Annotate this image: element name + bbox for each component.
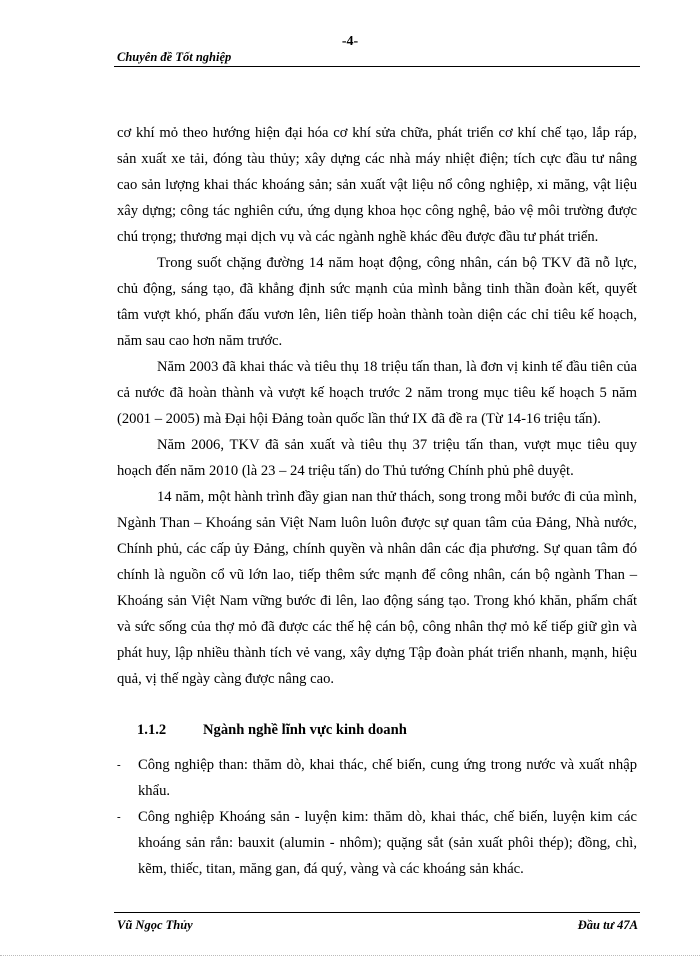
footer-rule xyxy=(114,912,640,913)
bullet-dash-icon: - xyxy=(117,811,121,823)
list-item xyxy=(117,752,637,804)
footer-author: Vũ Ngọc Thủy xyxy=(117,918,193,932)
bullet-dash-icon: - xyxy=(117,759,121,771)
list-item-text: Công nghiệp than: thăm dò, khai thác, chế biến, cung ứng trong nước và xuất nhập khẩu. xyxy=(138,757,637,799)
header-title: Chuyên đề Tốt nghiệp xyxy=(117,50,232,64)
footer-class: Đầu tư 47A xyxy=(577,918,638,932)
paragraph: Năm 2003 đã khai thác và tiêu thụ 18 triệu tấn than, là đơn vị kinh tế đầu tiên của cả nước đã hoàn thành và vượt kế hoạch trước 2 năm trong mục tiêu kế hoạch 5 năm (2001 – 2005) mà Đại hội Đảng toàn quốc lần thứ IX đã đề ra (Từ 14-16 triệu tấn). xyxy=(117,359,637,427)
header-rule xyxy=(114,66,640,67)
page-bottom-border xyxy=(0,955,700,956)
section-title: Ngành nghề lĩnh vực kinh doanh xyxy=(203,722,407,738)
paragraph: Năm 2006, TKV đã sản xuất và tiêu thụ 37 triệu tấn than, vượt mục tiêu quy hoạch đến năm 2010 (là 23 – 24 triệu tấn) do Thủ tướng Chính phủ phê duyệt. xyxy=(117,437,637,479)
section-number: 1.1.2 xyxy=(137,722,167,738)
page-number: -4- xyxy=(341,34,359,49)
list-item xyxy=(117,804,637,882)
list-item-text: Công nghiệp Khoáng sản - luyện kim: thăm dò, khai thác, chế biến, luyện kim các khoáng sản rắn: bauxit (alumin - nhôm); quặng sắt (sản xuất phôi thép); đồng, chì, kẽm, thiếc, titan, măng gan, đá quý, vàng và các khoáng sản khác. xyxy=(138,809,637,877)
bullet-list xyxy=(117,752,637,882)
paragraph-continuation: cơ khí mỏ theo hướng hiện đại hóa cơ khí sửa chữa, phát triển cơ khí chế tạo, lắp ráp, sản xuất xe tải, đóng tàu thủy; xây dựng các nhà máy nhiệt điện; tích cực đầu tư nâng cao sản lượng khai thác khoáng sản; sản xuất vật liệu nổ công nghiệp, xi măng, vật liệu xây dựng; công tác nghiên cứu, ứng dụng khoa học công nghệ, bảo vệ môi trường được chú trọng; thương mại dịch vụ và các ngành nghề khác đều được đầu tư phát triển. xyxy=(117,125,637,245)
section-heading xyxy=(137,722,407,739)
paragraph: Trong suốt chặng đường 14 năm hoạt động, công nhân, cán bộ TKV đã nỗ lực, chủ động, sáng tạo, đã khẳng định sức mạnh của mình bằng tinh thần đoàn kết, quyết tâm vượt khó, phấn đấu vươn lên, liên tiếp hoàn thành toàn diện các chỉ tiêu kế hoạch, năm sau cao hơn năm trước. xyxy=(117,255,637,349)
document-body xyxy=(117,120,637,692)
paragraph: 14 năm, một hành trình đầy gian nan thử thách, song trong mỗi bước đi của mình, Ngành Than – Khoáng sản Việt Nam luôn luôn được sự quan tâm của Đảng, Nhà nước, Chính phủ, các cấp ủy Đảng, chính quyền và nhân dân các địa phương. Sự quan tâm đó chính là nguồn cổ vũ lớn lao, tiếp thêm sức mạnh để công nhân, cán bộ ngành Than – Khoáng sản Việt Nam vững bước đi lên, lao động sáng tạo. Trong khó khăn, phẩm chất và sức sống của thợ mỏ đã được các thế hệ cán bộ, công nhân thợ mỏ kế tiếp giữ gìn và phát huy, lập nhiều thành tích vẻ vang, xây dựng Tập đoàn phát triển nhanh, mạnh, hiệu quả, vị thế ngày càng được nâng cao. xyxy=(117,489,637,687)
